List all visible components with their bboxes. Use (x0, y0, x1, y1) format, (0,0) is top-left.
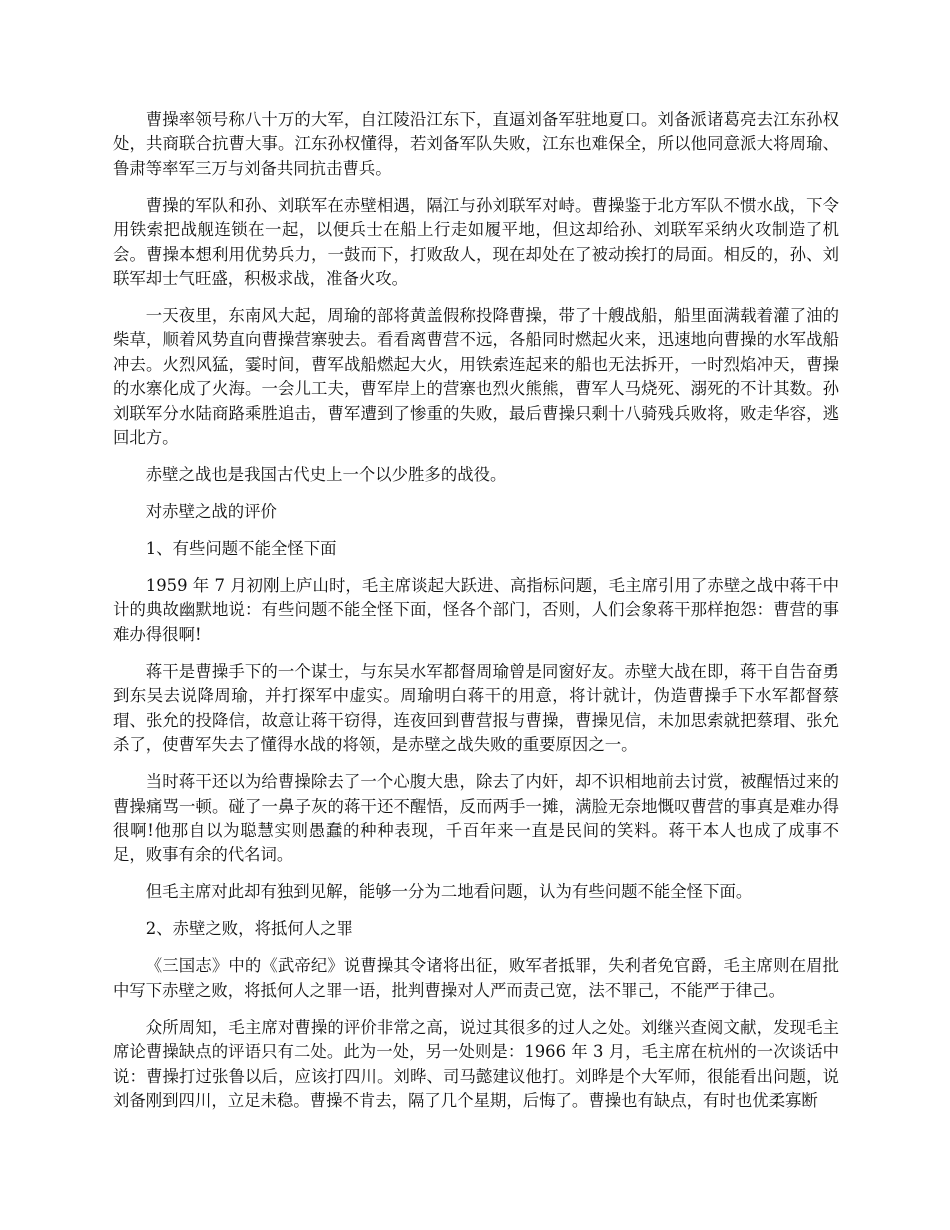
paragraph-sanguozhi: 《三国志》中的《武帝纪》说曹操其令诸将出征，败军者抵罪，失利者免官爵，毛主席则在眉批中写下赤壁之败，将抵何人之罪一语，批判曹操对人严而责己宽，法不罪己，不能严于律己。 (113, 956, 839, 1000)
paragraph-summary: 赤壁之战也是我国古代史上一个以少胜多的战役。 (145, 465, 507, 485)
paragraph-jiang-gan-aftermath: 当时蒋干还以为给曹操除去了一个心腹大患，除去了内奸，却不识相地前去讨赏，被醒悟过来的曹操痛骂一顿。碰了一鼻子灰的蒋干还不醒悟，反而两手一摊，满脸无奈地慨叹曹营的事真是难办得很啊!他那自以为聪慧实则愚蠢的种种表现，千百年来一直是民间的笑料。蒋干本人也成了成事不足，败事有余的代名词。 (113, 772, 839, 865)
paragraph-standoff: 曹操的军队和孙、刘联军在赤壁相遇，隔江与孙刘联军对峙。曹操鉴于北方军队不惯水战，下令用铁索把战舰连锁在一起，以便兵士在船上行走如履平地，但这却给孙、刘联军采纳火攻制造了机会。曹操本想利用优势兵力，一鼓而下，打败敌人，现在却处在了被动挨打的局面。相反的，孙、刘联军却士气旺盛，积极求战，准备火攻。 (113, 195, 839, 289)
subheading-2: 2、赤壁之败，将抵何人之罪 (145, 919, 353, 939)
paragraph-mao-view: 但毛主席对此却有独到见解，能够一分为二地看问题，认为有些问题不能全怪下面。 (145, 882, 753, 902)
paragraph-fire-attack: 一天夜里，东南风大起，周瑜的部将黄盖假称投降曹操，带了十艘战船，船里面满载着灌了油的柴草，顺着风势直向曹操营寨驶去。看看离曹营不远，各船同时燃起火来，迅速地向曹操的水军战船冲去。火烈风猛，霎时间，曹军战船燃起大火，用铁索连起来的船也无法拆开，一时烈焰冲天，曹操的水寨化成了火海。一会儿工夫，曹军岸上的营寨也烈火熊熊，曹军人马烧死、溺死的不计其数。孙刘联军分水陆商路乘胜追击，曹军遭到了惨重的失败，最后曹操只剩十八骑残兵败将，败走华容，逃回北方。 (113, 306, 839, 448)
paragraph-lushan: 1959 年 7 月初刚上庐山时，毛主席谈起大跃进、高指标问题，毛主席引用了赤壁之战中蒋干中计的典故幽默地说：有些问题不能全怪下面，怪各个部门，否则，人们会象蒋干那样抱怨：曹营的事难办得很啊! (113, 576, 839, 644)
paragraph-jiang-gan: 蒋干是曹操手下的一个谋士，与东吴水军都督周瑜曾是同窗好友。赤壁大战在即，蒋干自告奋勇到东吴去说降周瑜，并打探军中虚实。周瑜明白蒋干的用意，将计就计，伪造曹操手下水军都督蔡瑁、张允的投降信，故意让蒋干窃得，连夜回到曹营报与曹操，曹操见信，未加思索就把蔡瑁、张允杀了，使曹军失去了懂得水战的将领，是赤壁之战失败的重要原因之一。 (113, 661, 839, 755)
section-heading-evaluation: 对赤壁之战的评价 (145, 502, 277, 522)
paragraph-battle-intro: 曹操率领号称八十万的大军，自江陵沿江东下，直逼刘备军驻地夏口。刘备派诸葛亮去江东孙权处，共商联合抗曹大事。江东孙权懂得，若刘备军队失败，江东也难保全，所以他同意派大将周瑜、鲁肃等率军三万与刘备共同抗击曹兵。 (113, 110, 839, 178)
paragraph-cao-cao-shortcomings: 众所周知，毛主席对曹操的评价非常之高，说过其很多的过人之处。刘继兴查阅文献，发现毛主席论曹操缺点的评语只有二处。此为一处，另一处则是：1966 年 3 月，毛主席在杭州的一次谈话中说：曹操打过张鲁以后，应该打四川。刘晔、司马懿建议他打。刘晔是个大军师，很能看出问题，说刘备刚到四川，立足未稳。曹操不肯去，隔了几个星期，后悔了。曹操也有缺点，有时也优柔寡断 (113, 1017, 839, 1110)
document-body (113, 108, 839, 1126)
subheading-1: 1、有些问题不能全怪下面 (145, 539, 337, 559)
